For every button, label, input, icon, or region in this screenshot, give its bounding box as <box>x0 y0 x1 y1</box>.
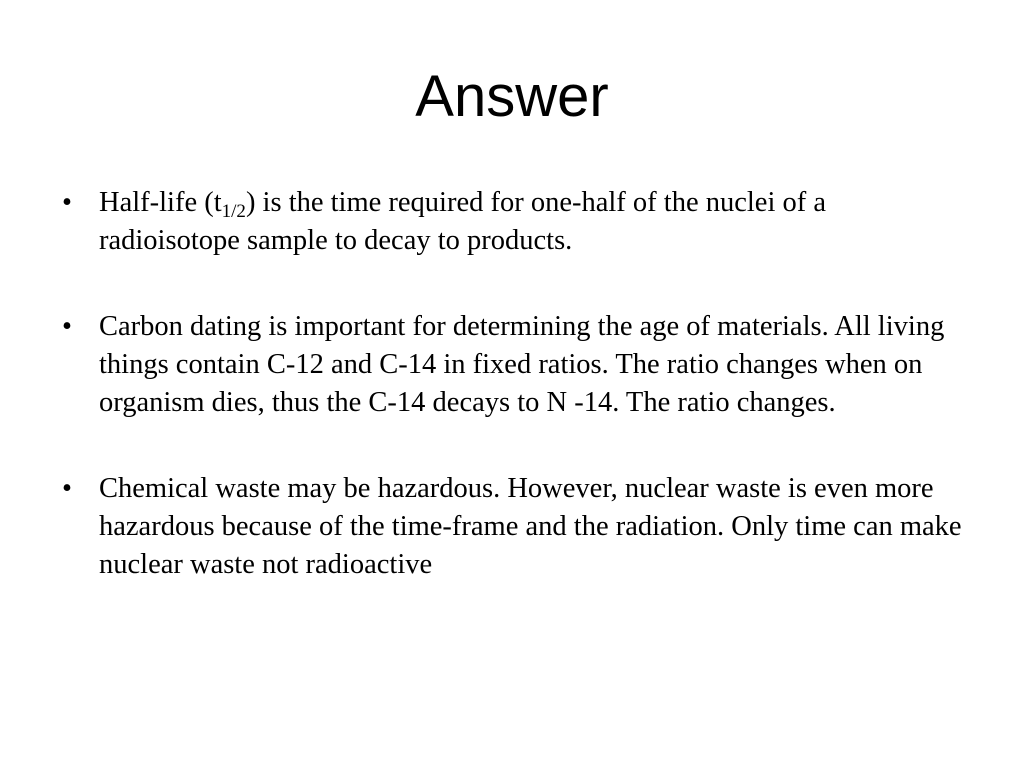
nuclear-waste-text: Chemical waste may be hazardous. However, nuclear waste is even more hazardous because of the time-frame and the radiation. Only time can make nuclear waste not radioactive <box>99 473 962 580</box>
bullet-icon: • <box>62 473 72 504</box>
bullet-item-half-life <box>62 184 972 260</box>
bullet-item-nuclear-waste <box>62 470 972 584</box>
half-life-text-before: Half-life (t <box>99 187 222 218</box>
carbon-dating-text: Carbon dating is important for determining the age of materials. All living things contain C-12 and C-14 in fixed ratios. The ratio changes when on organism dies, thus the C-14 decays to N -14. The ratio changes. <box>99 311 945 418</box>
bullet-list <box>62 184 972 632</box>
slide-title: Answer <box>415 64 609 129</box>
half-life-subscript: 1/2 <box>221 201 246 222</box>
bullet-icon: • <box>62 187 72 218</box>
bullet-item-carbon-dating <box>62 308 972 422</box>
bullet-icon: • <box>62 311 72 342</box>
half-life-text-after: ) is the time required for one-half of the nuclei of a radioisotope sample to decay to products. <box>99 187 826 256</box>
